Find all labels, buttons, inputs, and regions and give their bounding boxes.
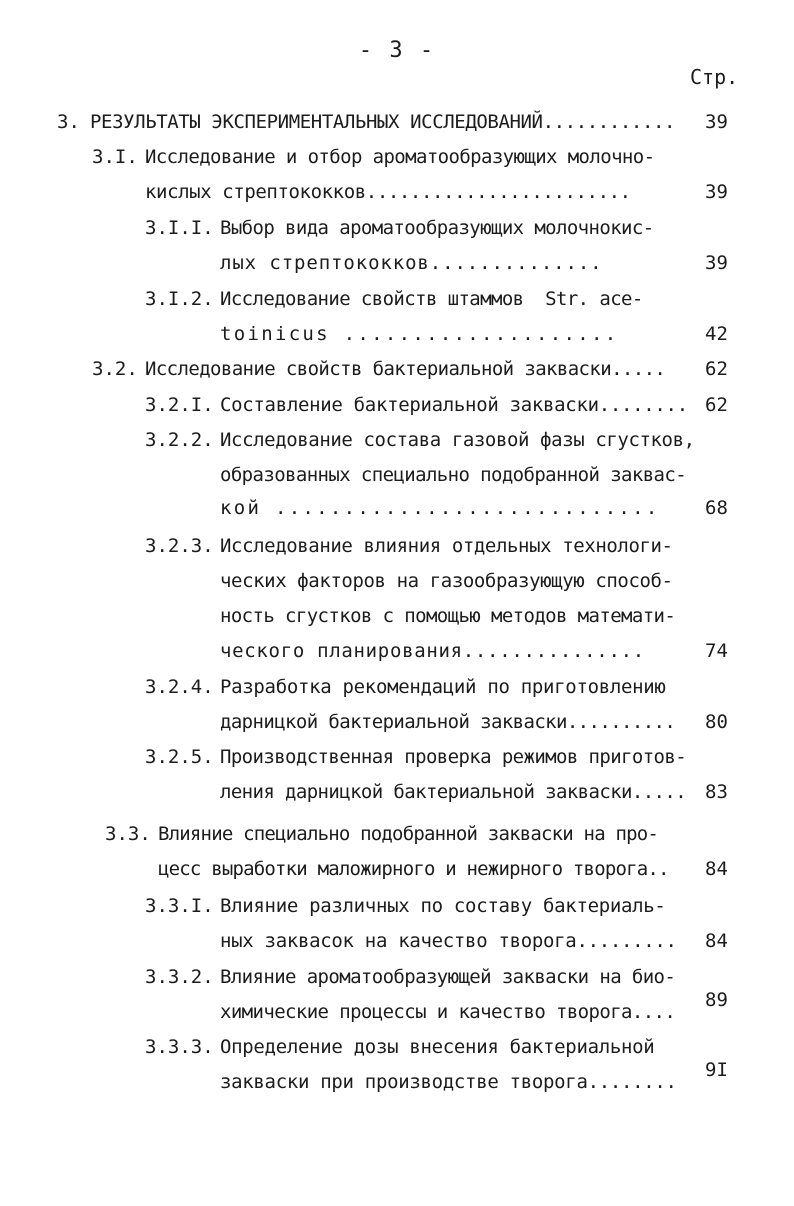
toc-entry — [0, 966, 794, 996]
toc-entry-number: 3.2.I. — [145, 394, 214, 416]
toc-entry-number: 3.3. — [105, 823, 151, 845]
toc-entry-text: Составление бактериальной закваски........ — [220, 394, 688, 416]
toc-entry-text: Определение дозы внесения бактериальной — [220, 1036, 655, 1058]
toc-entry-continuation — [0, 640, 794, 670]
toc-entry-text: лых стрептококков.............. — [220, 252, 603, 274]
toc-entry-continuation — [0, 181, 794, 211]
toc-entry-text: Влияние ароматообразующей закваски на био- — [220, 966, 676, 988]
toc-entry-page: 84 — [705, 930, 728, 952]
toc-entry-text: закваски при производстве творога........ — [220, 1071, 677, 1093]
toc-entry — [0, 746, 794, 776]
toc-entry-text: ческого планирования............... — [220, 640, 645, 662]
page-number: - 3 - — [358, 38, 436, 63]
toc-entry-continuation — [0, 605, 794, 635]
toc-entry-text: Исследование состава газовой фазы сгустков, — [220, 429, 695, 451]
toc-entry-text: toinicus .................... — [220, 323, 619, 345]
toc-entry-text: дарницкой бактериальной закваски.......... — [220, 711, 676, 733]
toc-entry-text: химические процессы и качество творога.... — [220, 1001, 676, 1023]
toc-entry-page: 89 — [705, 989, 728, 1011]
toc-entry-text: РЕЗУЛЬТАТЫ ЭКСПЕРИМЕНТАЛЬНЫХ ИССЛЕДОВАНИЙ............ — [90, 111, 676, 133]
toc-entry-text: Влияние различных по составу бактериаль- — [220, 895, 666, 917]
toc-entry — [0, 895, 794, 925]
toc-entry-text: Исследование свойств штаммов Str. ace- — [220, 288, 643, 310]
toc-entry — [0, 217, 794, 247]
toc-entry-continuation — [0, 711, 794, 741]
toc-entry-continuation — [0, 497, 794, 527]
toc-entry — [0, 288, 794, 318]
toc-entry-text: ления дарницкой бактериальной закваски..... — [220, 781, 687, 803]
toc-entry-continuation — [0, 858, 794, 888]
toc-entry-page: 68 — [705, 497, 728, 519]
toc-entry-number: 3.I.2. — [145, 288, 214, 310]
toc-entry-page: 80 — [705, 711, 728, 733]
toc-entry-continuation — [0, 1059, 794, 1101]
toc-entry — [0, 823, 794, 853]
toc-entry — [0, 1036, 794, 1066]
toc-entry-page: 39 — [705, 181, 728, 203]
toc-entry-text: Производственная проверка режимов приготов- — [220, 746, 687, 768]
toc-entry-number: 3.2.2. — [145, 429, 214, 451]
toc-entry-number: 3.2.3. — [145, 535, 214, 557]
toc-entry-number: 3.3.3. — [145, 1036, 214, 1058]
toc-entry-continuation — [0, 570, 794, 600]
toc-entry-continuation — [0, 989, 794, 1031]
toc-entry-continuation — [0, 781, 794, 811]
toc-entry-text: ность сгустков с помощью методов математи- — [220, 605, 676, 627]
toc-entry-page: 9I — [705, 1059, 728, 1081]
toc-entry-text: кислых стрептококков........................ — [145, 181, 631, 203]
toc-entry-page: 39 — [705, 111, 728, 133]
toc-entry-number: 3.3.2. — [145, 966, 214, 988]
toc-entry-text: цесс выработки маложирного и нежирного творога.. — [158, 858, 669, 880]
toc-entry-continuation — [0, 252, 794, 282]
toc-entry — [0, 111, 794, 141]
toc-entry-number: 3.2. — [92, 358, 138, 380]
toc-entry-text: Влияние специально подобранной закваски на про- — [158, 823, 659, 845]
toc-entry — [0, 535, 794, 565]
toc-entry-text: Исследование и отбор ароматообразующих молочно- — [145, 146, 655, 168]
toc-entry-text: Разработка рекомендаций по приготовлению — [220, 676, 666, 698]
page-column-label: Стр. — [690, 65, 739, 89]
toc-entry-page: 84 — [705, 858, 728, 880]
toc-entry-page: 62 — [705, 394, 728, 416]
toc-entry-page: 83 — [705, 781, 728, 803]
toc-entry-text: кой ............................ — [220, 497, 660, 519]
toc-entry-page: 42 — [705, 323, 728, 345]
toc-entry-page: 39 — [705, 252, 728, 274]
toc-entry-continuation — [0, 323, 794, 353]
toc-entry-page: 62 — [705, 358, 728, 380]
toc-entry — [0, 676, 794, 706]
toc-entry-text: ческих факторов на газообразующую способ- — [220, 570, 673, 592]
toc-entry-page: 74 — [705, 640, 728, 662]
toc-entry — [0, 146, 794, 176]
toc-entry-text: ных заквасок на качество творога......... — [220, 930, 677, 952]
toc-entry — [0, 358, 794, 388]
toc-entry-number: 3. — [57, 111, 80, 133]
toc-entry-continuation — [0, 464, 794, 494]
toc-entry-continuation — [0, 930, 794, 960]
toc-entry-text: Исследование влияния отдельных технологи- — [220, 535, 673, 557]
toc-entry-number: 3.2.5. — [145, 746, 214, 768]
toc-entry-number: 3.2.4. — [145, 676, 214, 698]
toc-entry-text: Исследование свойств бактериальной закваски..... — [145, 358, 666, 380]
toc-entry-number: 3.I. — [92, 146, 138, 168]
toc-entry-text: образованных специально подобранной заквас- — [220, 464, 687, 486]
toc-entry-number: 3.3.I. — [145, 895, 214, 917]
toc-entry-number: 3.I.I. — [145, 217, 214, 239]
toc-entry-text: Выбор вида ароматообразующих молочнокис- — [220, 217, 654, 239]
toc-entry — [0, 429, 794, 459]
toc-entry — [0, 394, 794, 424]
